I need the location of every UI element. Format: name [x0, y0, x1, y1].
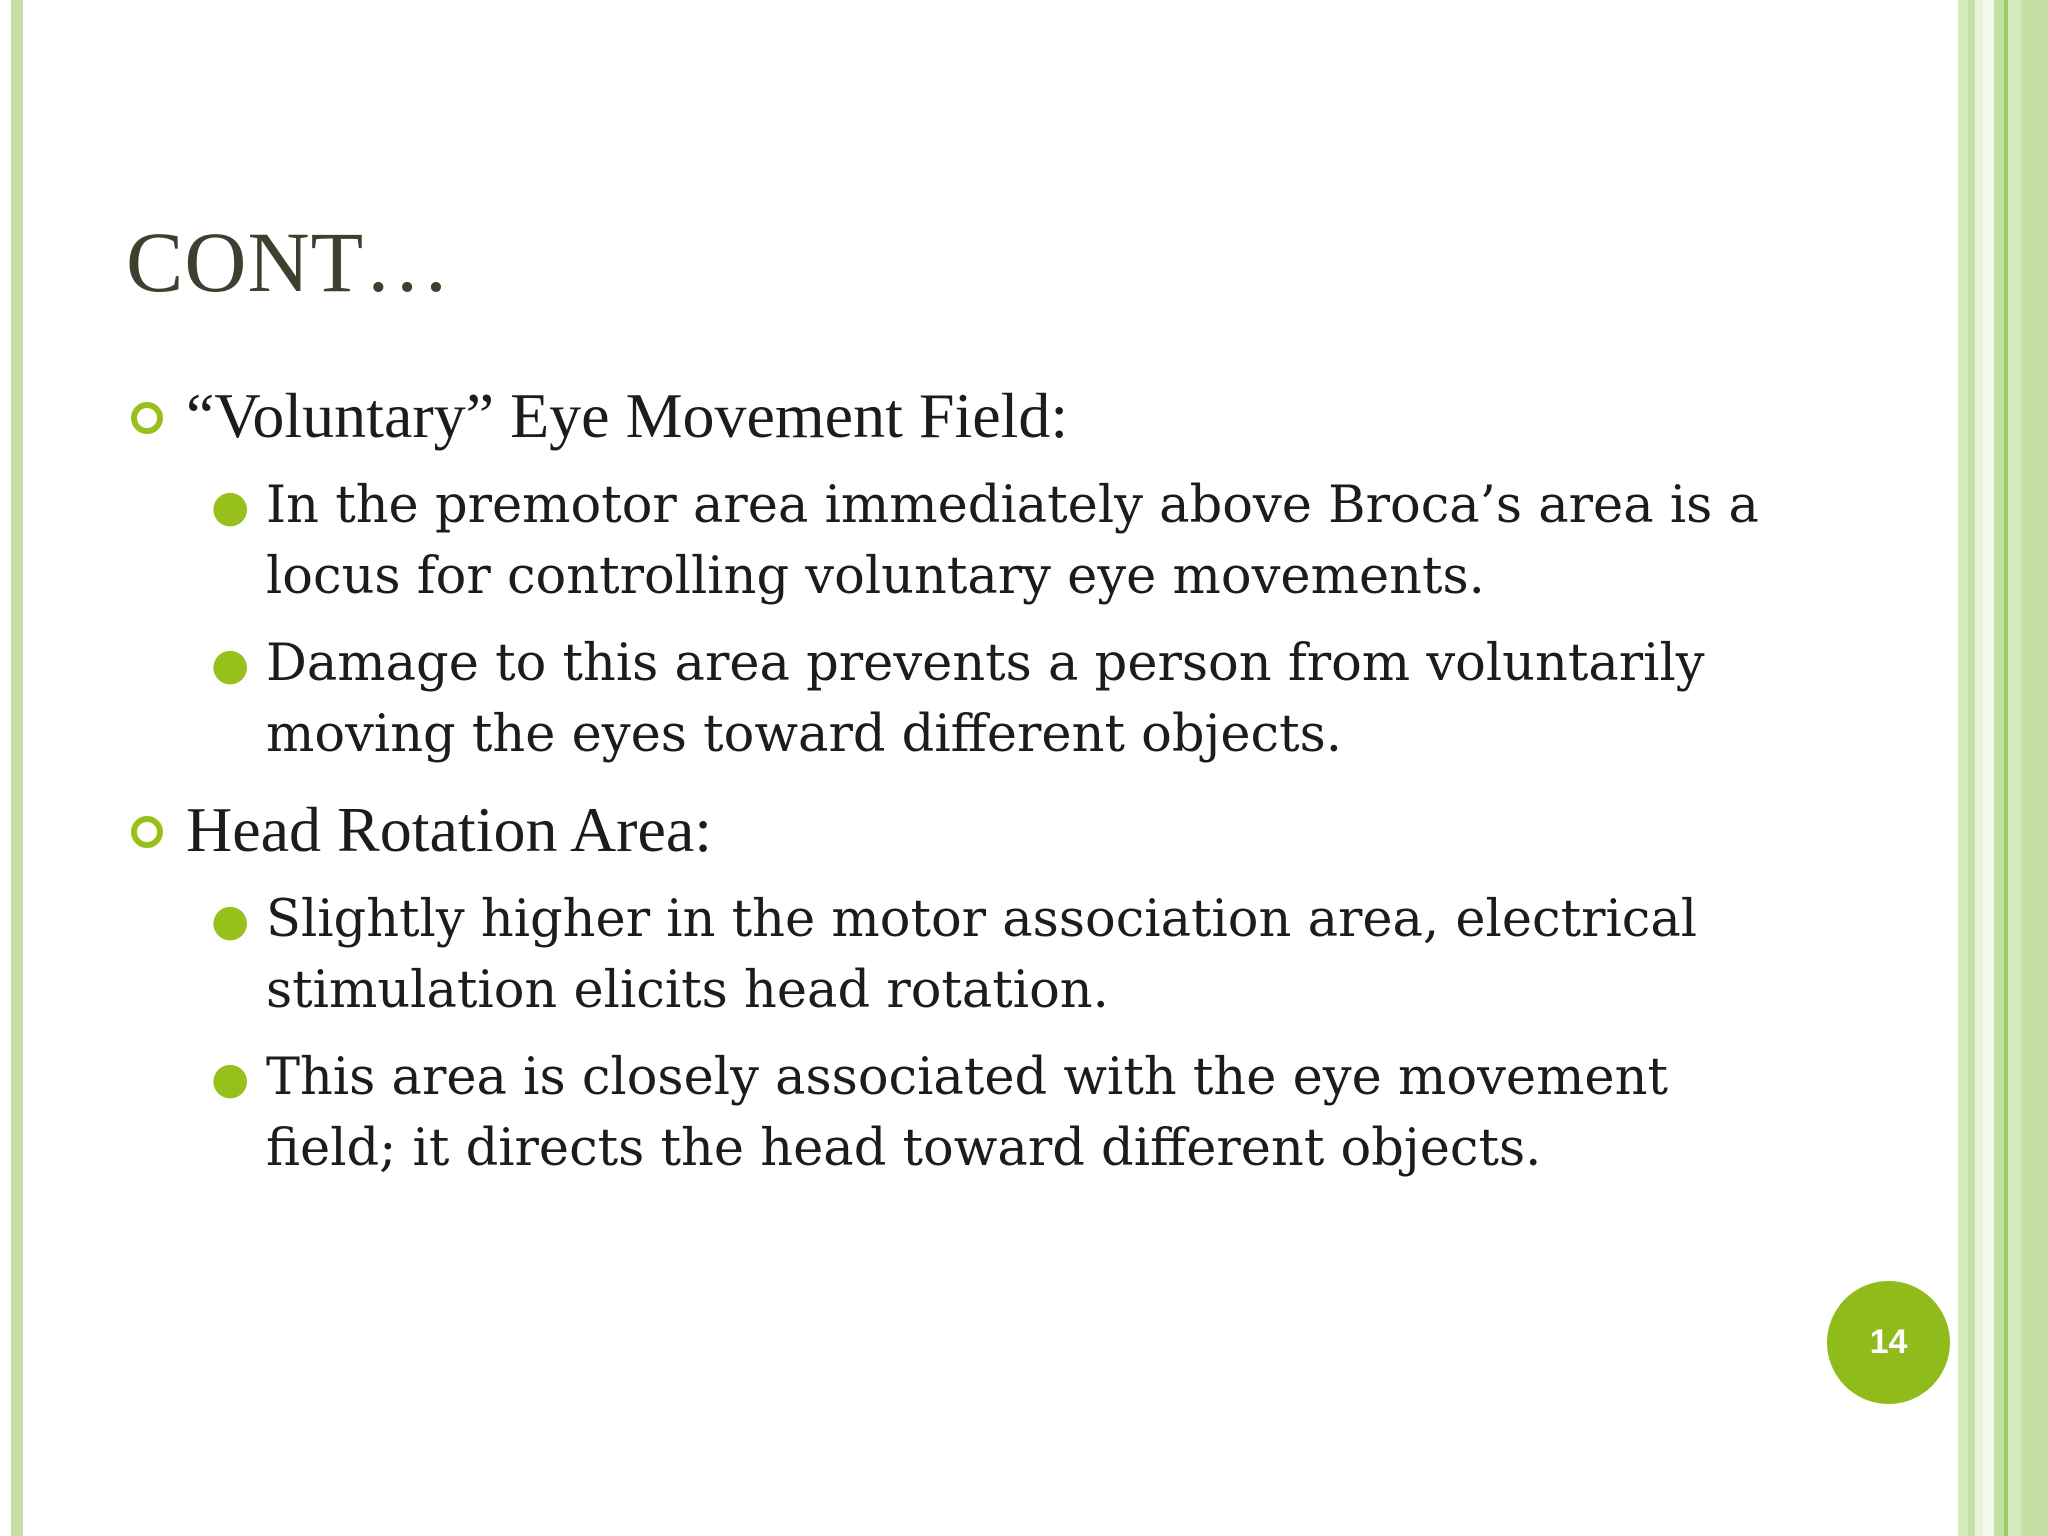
left-accent-bar — [11, 0, 23, 1536]
sub-bullet-damage — [211, 628, 1766, 770]
ring-bullet-icon — [131, 402, 163, 434]
dot-bullet-icon: ● — [211, 639, 250, 690]
bullet-text: “Voluntary” Eye Movement Field: — [186, 380, 1069, 451]
bullet-text: Head Rotation Area: — [186, 794, 713, 865]
right-stripe — [2008, 0, 2021, 1536]
slide-title: CONT… — [126, 214, 452, 310]
dot-bullet-icon: ● — [211, 481, 250, 532]
right-stripe — [2021, 0, 2048, 1536]
right-stripe — [1983, 0, 1994, 1536]
sub-bullet-premotor-area — [211, 470, 1766, 612]
sub-bullet-text: This area is closely associated with the eye movement field; it directs the head toward different objects. — [266, 1048, 1668, 1178]
right-stripe — [1958, 0, 1968, 1536]
bullet-head-rotation-area — [186, 792, 712, 868]
ring-bullet-icon — [131, 816, 163, 848]
sub-bullet-text: In the premotor area immediately above Broca’s area is a locus for controlling voluntary eye movements. — [266, 476, 1759, 606]
dot-bullet-icon: ● — [211, 895, 250, 946]
dot-bullet-icon: ● — [211, 1053, 250, 1104]
sub-bullet-slightly-higher — [211, 884, 1766, 1026]
sub-bullet-text: Damage to this area prevents a person from voluntarily moving the eyes toward different objects. — [266, 634, 1705, 764]
sub-bullet-text: Slightly higher in the motor association area, electrical stimulation elicits head rotation. — [266, 890, 1698, 1020]
right-stripe — [1968, 0, 1975, 1536]
right-stripe — [1994, 0, 2004, 1536]
page-number-badge: 14 — [1827, 1281, 1950, 1404]
right-stripe — [1975, 0, 1983, 1536]
sub-bullet-closely-associated — [211, 1042, 1766, 1184]
bullet-voluntary-eye-movement-field — [186, 378, 1068, 454]
